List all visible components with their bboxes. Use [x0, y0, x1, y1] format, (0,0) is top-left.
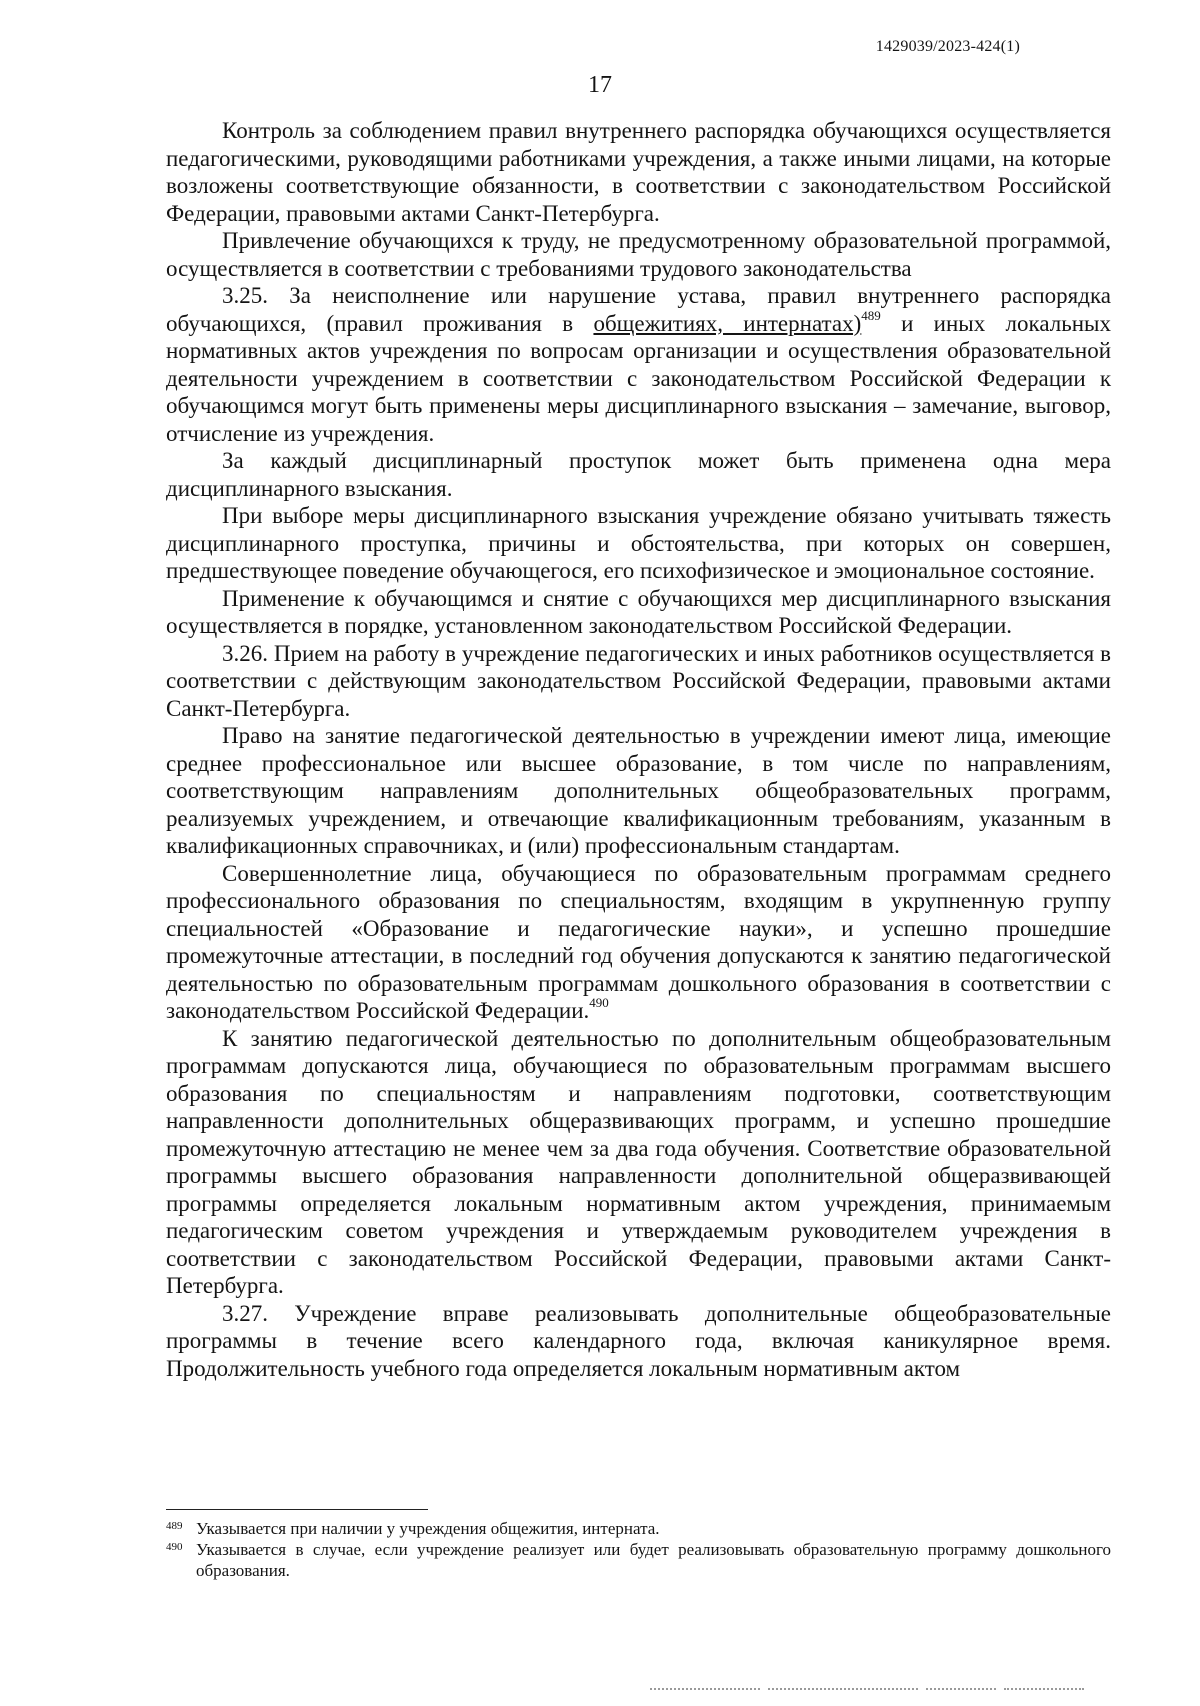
- footnote-490: [166, 1539, 1111, 1581]
- footnotes: [166, 1518, 1111, 1581]
- paragraph-3-25-start: 3.25. За неисполнение или нарушение устава, правил внутреннего распорядка обучающихся, (правил проживания в: [166, 283, 1111, 336]
- paragraph-3-26: 3.26. Прием на работу в учреждение педагогических и иных работников осуществляется в соответствии с действующим законодательством Российской Федерации, правовыми актами Санкт-Петербурга.: [166, 640, 1111, 721]
- paragraph-2: Привлечение обучающихся к труду, не предусмотренному образовательной программой, осуществляется в соответствии с требованиями трудового законодательства: [166, 228, 1111, 281]
- paragraph-6: Применение к обучающимся и снятие с обучающихся мер дисциплинарного взыскания осуществляется в порядке, установленном законодательством Российской Федерации.: [166, 585, 1111, 638]
- page-number: 17: [588, 72, 612, 98]
- paragraph-5: При выборе меры дисциплинарного взыскания учреждение обязано учитывать тяжесть дисциплинарного проступка, причины и обстоятельства, при которых он совершен, предшествующее поведение обучающегося, его психофизическое и эмоциональное состояние.: [166, 503, 1111, 583]
- paragraph-1: Контроль за соблюдением правил внутреннего распорядка обучающихся осуществляется педагогическими, руководящими работниками учреждения, а также иными лицами, на которые возложены соответствующие обязанности, в соответствии с законодательством Российской Федерации, правовыми актами Санкт-Петербурга.: [166, 118, 1111, 226]
- paragraph-3-25-end: и иных локальных нормативных актов учреждения по вопросам организации и осуществления образовательной деятельности учреждением в соответствии с законодательством Российской Федерации к обучающимся могут быть применены меры дисциплинарного взыскания – замечание, выговор, отчисление из учреждения.: [166, 310, 1111, 446]
- paragraph-3-27: 3.27. Учреждение вправе реализовывать дополнительные общеобразовательные программы в течение всего календарного года, включая каникулярное время. Продолжительность учебного года определяется локальным нормативным актом: [166, 1300, 1111, 1381]
- footnote-489: [166, 1518, 1111, 1539]
- footnote-ref-490[interactable]: 490: [589, 995, 609, 1011]
- footnote-number: 489: [166, 1520, 183, 1532]
- footnote-text: Указывается в случае, если учреждение реализует или будет реализовывать образовательную программу дошкольного образования.: [196, 1540, 1111, 1580]
- document-body: [166, 117, 1111, 1382]
- document-id: 1429039/2023-424(1): [875, 38, 1020, 55]
- paragraph-3-25: [166, 282, 1111, 447]
- paragraph-10: К занятию педагогической деятельностью по дополнительным общеобразовательным программам допускаются лица, обучающиеся по образовательным программам высшего образования по специальностям и направлениям подготовки, соответствующим направленности дополнительных общеразвивающих программ, и успешно прошедшие промежуточную аттестацию не менее чем за два года обучения. Соответствие образовательной программы высшего образования направленности дополнительной общеразвивающей программы определяется локальным нормативным актом учреждения, принимаемым педагогическим советом учреждения и утверждаемым руководителем учреждения в соответствии с законодательством Российской Федерации, правовыми актами Санкт-Петербурга.: [166, 1025, 1111, 1298]
- paragraph-9-text: Совершеннолетние лица, обучающиеся по образовательным программам среднего профессионального образования по специальностям, входящим в укрупненную группу специальностей «Образование и педагогические науки», и успешно прошедшие промежуточные аттестации, в последний год обучения допускаются к занятию педагогической деятельностью по образовательным программам дошкольного образования в соответствии с законодательством Российской Федерации.: [166, 860, 1111, 1023]
- paragraph-9: [166, 860, 1111, 1025]
- footnote-number: 490: [166, 1541, 183, 1553]
- footnote-separator: [166, 1509, 428, 1510]
- footnote-text: Указывается при наличии у учреждения общежития, интерната.: [196, 1519, 660, 1538]
- scan-artifact-strip: [650, 1688, 1120, 1692]
- footnote-ref-489[interactable]: 489: [861, 307, 881, 323]
- dormitory-underlined-text: общежитиях, интернатах): [593, 310, 862, 336]
- paragraph-4: За каждый дисциплинарный проступок может быть применена одна мера дисциплинарного взыскания.: [166, 448, 1111, 501]
- paragraph-8: Право на занятие педагогической деятельностью в учреждении имеют лица, имеющие среднее профессиональное или высшее образование, в том числе по направлениям, соответствующим направлениям дополнительных общеобразовательных программ, реализуемых учреждением, и отвечающие квалификационным требованиям, указанным в квалификационных справочниках, и (или) профессиональным стандартам.: [166, 723, 1111, 858]
